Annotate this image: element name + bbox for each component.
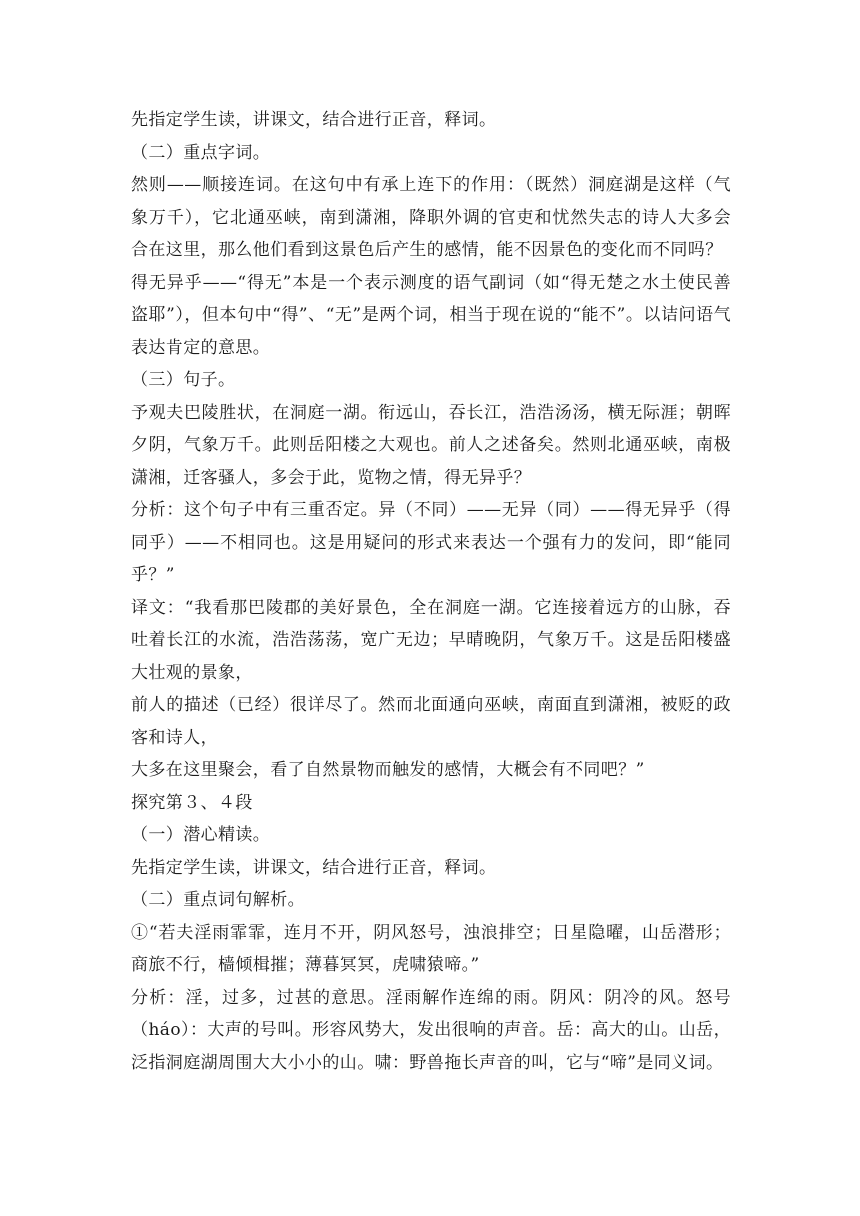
heading-explore-sections: 探究第３、４段	[131, 792, 253, 813]
document-page	[131, 104, 731, 1079]
paragraph-translation-2: 前人的描述（已经）很详尽了。然而北面通向巫峡，南面直到潇湘，被贬的政客和诗人，	[131, 695, 731, 748]
paragraph-analysis-2: 分析：淫，过多，过甚的意思。淫雨解作连绵的雨。阴风：阴冷的风。怒号（háo）：大声的号叫。形容风势大，发出很响的声音。岳：高大的山。山岳，泛指洞庭湖周围大大小小的山。啸：野兽拖长声音的叫，它与“啼”是同义词。	[131, 987, 731, 1073]
paragraph-reading-instruction: 先指定学生读，讲课文，结合进行正音，释词。	[131, 110, 497, 130]
heading-key-words: （二）重点字词。	[131, 142, 271, 163]
paragraph-dewuyihu: 得无异乎——“得无”本是一个表示测度的语气副词（如“得无楚之水土使民善盗耶”），但本句中“得”、“无”是两个词，相当于现在说的“能不”。以诘问语气表达肯定的意思。	[131, 272, 731, 358]
paragraph-reading-instruction-2: 先指定学生读，讲课文，结合进行正音，释词。	[131, 857, 497, 878]
heading-key-phrases: （二）重点词句解析。	[131, 890, 305, 910]
paragraph-translation-3: 大多在这里聚会，看了自然景物而触发的感情，大概会有不同吧？”	[131, 760, 645, 780]
heading-sentences: （三）句子。	[131, 370, 236, 390]
paragraph-translation-1: 译文：“我看那巴陵郡的美好景色，全在洞庭一湖。它连接着远方的山脉，吞吐着长江的水流，浩浩荡荡，宽广无边；早晴晚阴，气象万千。这是岳阳楼盛大壮观的景象，	[131, 597, 731, 683]
paragraph-analysis: 分析：这个句子中有三重否定。异（不同）——无异（同）——得无异乎（得同乎）——不相同也。这是用疑问的形式来表达一个强有力的发问，即“能同乎？”	[131, 500, 731, 585]
paragraph-quote-1: ①“若夫淫雨霏霏，连月不开，阴风怒号，浊浪排空；日星隐曜，山岳潜形；商旅不行，樯倾楫摧；薄暮冥冥，虎啸猿啼。”	[131, 922, 731, 975]
paragraph-original-text: 予观夫巴陵胜状，在洞庭一湖。衔远山，吞长江，浩浩汤汤，横无际涯；朝晖夕阴，气象万千。此则岳阳楼之大观也。前人之述备矣。然则北通巫峡，南极潇湘，迁客骚人，多会于此，览物之情，得无异乎？	[131, 402, 731, 488]
paragraph-ranze: 然则——顺接连词。在这句中有承上连下的作用：（既然）洞庭湖是这样（气象万千），它北通巫峡，南到潇湘，降职外调的官吏和忧然失志的诗人大多会合在这里，那么他们看到这景色后产生的感情，能不因景色的变化而不同吗？	[131, 175, 731, 260]
heading-close-reading: （一）潜心精读。	[131, 825, 271, 845]
